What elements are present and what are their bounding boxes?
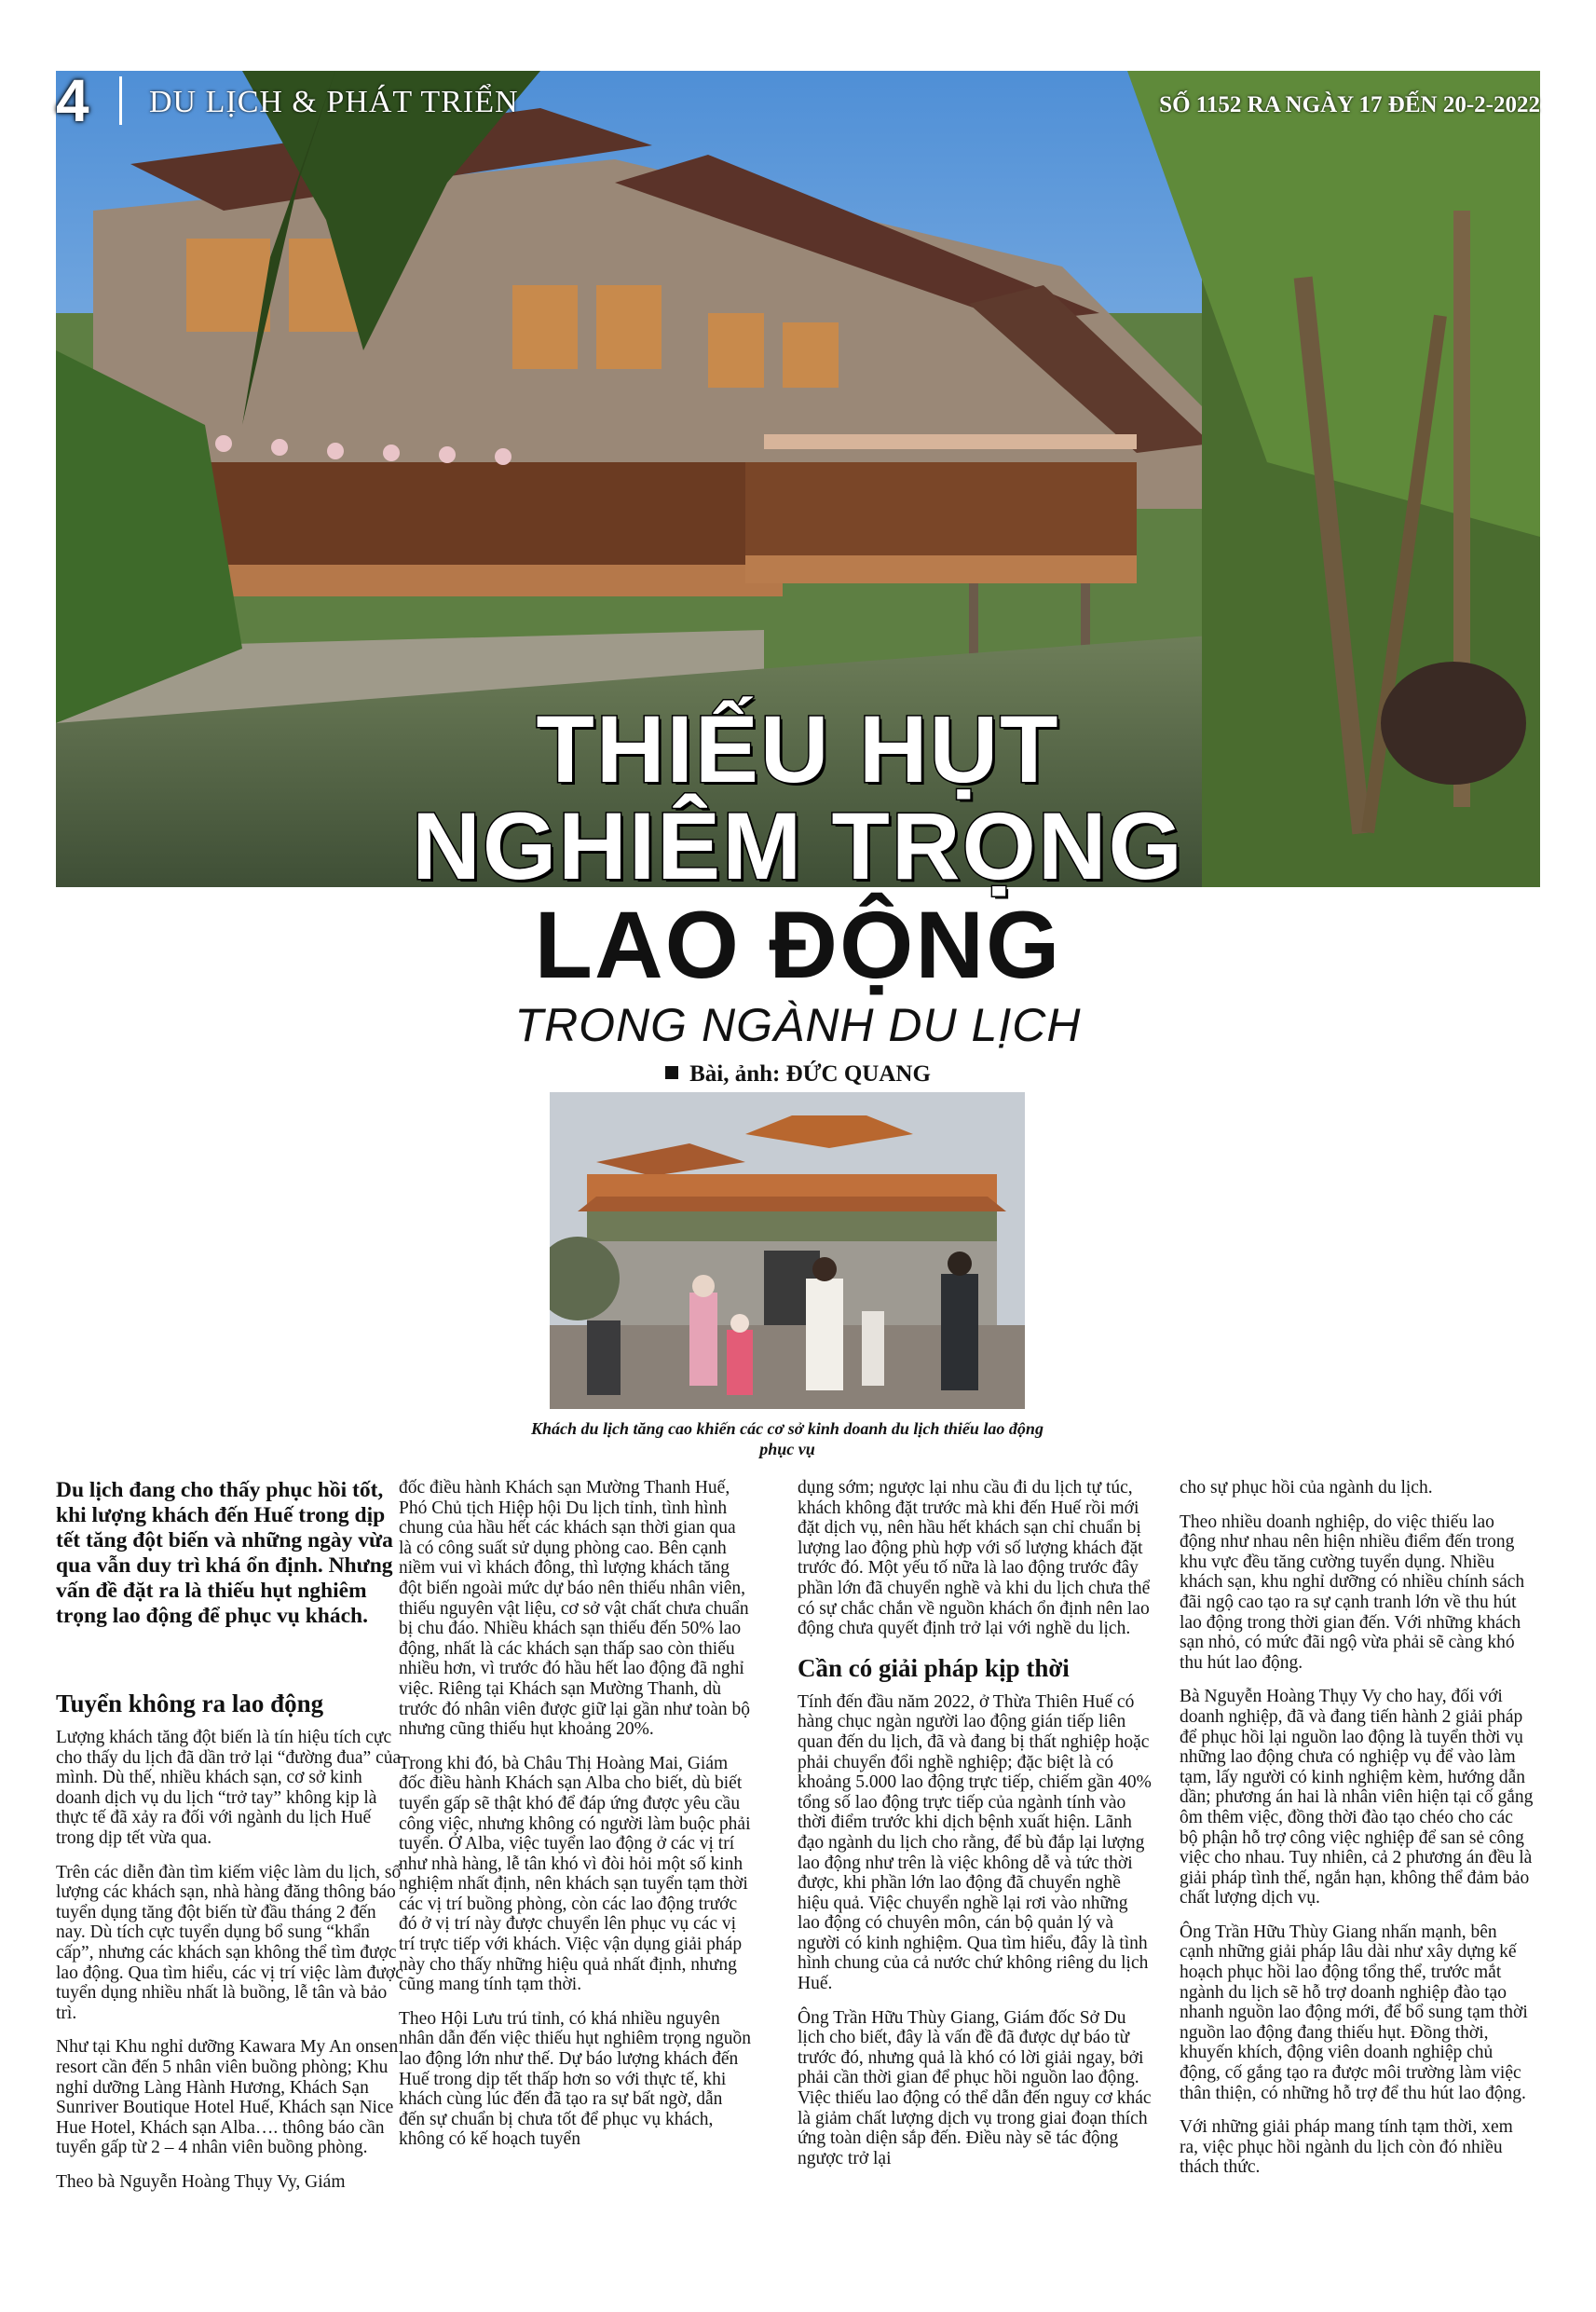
header-divider [119, 76, 122, 125]
article-column-4 [1180, 1478, 1534, 2279]
page-number: 4 [56, 67, 89, 134]
headline-line-3: LAO ĐỘNG [534, 892, 1062, 998]
paragraph: đốc điều hành Khách sạn Mường Thanh Huế, Phó Chủ tịch Hiệp hội Du lịch tỉnh, tình hình chung của hầu hết các khách sạn thời gian qua là có công suất sử dụng phòng cao. Bên cạnh niềm vui vì khách đông, thì lượng khách tăng đột biến ngoài mức dự báo nên thiếu nhân viên, thiếu nguyên vật liệu, cơ sở vật chất chưa chuẩn bị chu đáo. Nhiều khách sạn thiếu đến 50% lao động, nhất là các khách sạn thấp sao còn thiếu nhiều hơn, vì trước đó hầu hết lao động đã nghỉ việc. Riêng tại Khách sạn Mường Thanh, dù trước đó nhân viên được giữ lại gần như toàn bộ nhưng cũng thiếu hụt khoảng 20%. [399, 1478, 750, 1740]
headline-line-2: NGHIÊM TRỌNG [412, 793, 1184, 899]
paragraph: Theo Hội Lưu trú tỉnh, có khá nhiều nguyên nhân dẫn đến việc thiếu hụt nghiêm trọng nguồn lao động lớn như thế. Dự báo lượng khách đến Huế trong dịp tết thấp hơn so với thực tế, khi khách cùng lúc đến đã tạo ra sự bất ngờ, dẫn đến sự chuẩn bị chưa tốt để phục vụ khách, không có kế hoạch tuyển [399, 2008, 752, 2150]
paragraph: Trên các diễn đàn tìm kiếm việc làm du lịch, số lượng các khách sạn, nhà hàng đăng thông báo tuyển dụng tăng đột biến từ đầu tháng 2 đến nay. Dù tích cực tuyển dụng bổ sung “khẩn cấp”, nhưng các khách sạn không thể tìm được lao động. Qua tìm hiểu, các vị trí việc làm được tuyển dụng nhiều nhất là buồng, lễ tân và bảo trì. [56, 1862, 403, 2023]
paragraph: Như tại Khu nghỉ dưỡng Kawara My An onsen resort cần đến 5 nhân viên buồng phòng; Khu nghỉ dưỡng Làng Hành Hương, Khách Sạn Sunriver Boutique Hotel Huế, Khách sạn Nice Hue Hotel, Khách sạn Alba…. thông báo cần tuyển gấp từ 2 – 4 nhân viên buồng phòng. [56, 2037, 399, 2158]
inset-photo [550, 1092, 1025, 1409]
byline-text: Bài, ảnh: ĐỨC QUANG [689, 1061, 931, 1087]
paragraph: dụng sớm; ngược lại nhu cầu đi du lịch tự túc, khách không đặt trước mà khi đến Huế rồi mới đặt dịch vụ, nên hầu hết khách sạn chỉ chuẩn bị lượng lao động phù hợp với số lượng khách đặt trước đó. Một yếu tố nữa là lao động trước đây phần lớn đã chuyển nghề và khi du lịch chưa thể có sự chắc chắn về nguồn khách ổn định nên lao động chưa quyết định trở lại với nghề du lịch. [798, 1478, 1151, 1639]
paragraph: Theo bà Nguyễn Hoàng Thụy Vy, Giám [56, 2171, 346, 2192]
paragraph: Theo nhiều doanh nghiệp, do việc thiếu lao động như nhau nên hiện nhiều điểm đến trong khu vực đều tăng cường tuyển dụng. Nhiều khách sạn, khu nghỉ dưỡng có nhiều chính sách đãi ngộ cao tạo ra sự cạnh tranh lớn về thu hút lao động trong thời gian đến. Với những khách sạn nhỏ, có mức đãi ngộ vừa phải sẽ càng khó thu hút lao động. [1180, 1512, 1525, 1673]
paragraph: Tính đến đầu năm 2022, ở Thừa Thiên Huế có hàng chục ngàn người lao động gián tiếp liên quan đến du lịch, đã và đang bị thất nghiệp hoặc phải chuyển đổi nghề nghiệp; đặc biệt là có khoảng 5.000 lao động trực tiếp, chiếm gần 40% tổng số lao động trực tiếp của ngành tính vào thời điểm trước khi dịch bệnh xuất hiện. Lãnh đạo ngành du lịch cho rằng, để bù đắp lại lượng lao động như trên là việc không dễ và tức thời được, khi phần lớn lao động đã chuyển nghề hiệu quả. Việc chuyển nghề lại rơi vào những lao động có chuyên môn, cán bộ quản lý và người có kinh nghiệm. Qua tìm hiểu, đây là tình hình chung của cả nước chứ không riêng du lịch Huế. [798, 1691, 1152, 1994]
headline-line-1: THIẾU HỤT [536, 696, 1060, 802]
paragraph: Ông Trần Hữu Thùy Giang, Giám đốc Sở Du lịch cho biết, đây là vấn đề đã được dự báo từ trước đó, nhưng quả là khó có lời giải ngay, bởi phải cần thời gian để phục hồi nguồn lao động. Việc thiếu lao động có thể dẫn đến nguy cơ khác là giảm chất lượng dịch vụ trong giai đoạn thích ứng toàn diện sắp đến. Điều này sẽ tác động ngược trở lại [798, 2007, 1152, 2168]
article-column-2 [399, 1478, 753, 2279]
page-header [56, 67, 1540, 134]
paragraph: Với những giải pháp mang tính tạm thời, xem ra, việc phục hồi ngành du lịch còn đó nhiều thách thức. [1180, 2117, 1513, 2178]
photo-caption: Khách du lịch tăng cao khiến các cơ sở kinh doanh du lịch thiếu lao động phục vụ [531, 1419, 1044, 1458]
issue-info: SỐ 1152 RA NGÀY 17 ĐẾN 20-2-2022 [1159, 92, 1540, 117]
headline-block [0, 696, 1596, 1090]
article-column-3 [798, 1478, 1152, 2279]
byline [0, 1059, 1596, 1090]
citadel-tourists-photo [550, 1092, 1025, 1409]
bullet-square-icon [665, 1066, 678, 1079]
article-column-1 [56, 1478, 410, 2279]
lead-paragraph: Du lịch đang cho thấy phục hồi tốt, khi lượng khách đến Huế trong dịp tết tăng đột biến và những ngày vừa qua vẫn duy trì khá ổn định. Nhưng vấn đề đặt ra là thiếu hụt nghiêm trọng lao động để phục vụ khách. [56, 1478, 393, 1628]
subheading-recruitment: Tuyển không ra lao động [56, 1690, 324, 1717]
section-name: DU LỊCH & PHÁT TRIỂN [149, 85, 519, 119]
paragraph: cho sự phục hồi của ngành du lịch. [1180, 1478, 1433, 1498]
paragraph: Trong khi đó, bà Châu Thị Hoàng Mai, Giám đốc điều hành Khách sạn Alba cho biết, dù biết tuyển gấp sẽ thật khó để đáp ứng được yêu cầu công việc, nhưng không có người làm buộc phải tuyển. Ở Alba, việc tuyển lao động ở các vị trí như nhà hàng, lễ tân khó vì đòi hỏi một số kinh nghiệm nhất định, nên khách sạn tuyển tạm thời các vị trí buồng phòng, còn các lao động trước đó ở vị trí này được chuyển lên phục vụ các vị trí trực tiếp với khách. Việc vận dụng giải pháp này cho thấy những hiệu quả nhất định, nhưng cũng mang tính tạm thời. [399, 1753, 751, 1995]
paragraph: Lượng khách tăng đột biến là tín hiệu tích cực cho thấy du lịch đã dần trở lại “đường đua” của mình. Dù thế, nhiều khách sạn, cơ sở kinh doanh dịch vụ du lịch “trở tay” không kịp là thực tế đã xảy ra đối với ngành du lịch Huế trong dịp tết vừa qua. [56, 1728, 402, 1848]
paragraph: Bà Nguyễn Hoàng Thụy Vy cho hay, đối với doanh nghiệp, đã và đang tiến hành 2 giải pháp để phục hồi lại nguồn lao động là tuyển thời vụ những lao động chưa có nghiệp vụ để vào làm tạm, lấy người có kinh nghiệm kèm, hướng dẫn dần; phương án hai là nhân viên hiện tại cố gắng ôm thêm việc, đồng thời đào tạo chéo cho các bộ phận hỗ trợ công việc nghiệp để san sẻ công việc cho nhau. Tuy nhiên, cả 2 phương án đều là giải pháp tình thế, ngắn hạn, không thể đảm bảo chất lượng dịch vụ. [1180, 1687, 1534, 1908]
paragraph: Ông Trần Hữu Thùy Giang nhấn mạnh, bên cạnh những giải pháp lâu dài như xây dựng kế hoạch phục hồi lao động tổng thể, trước mắt ngành du lịch sẽ hỗ trợ doanh nghiệp đào tạo nhanh nguồn lao động mới, để bổ sung tạm thời nguồn lao động đang thiếu hụt. Đồng thời, khuyến khích, động viên doanh nghiệp chủ động, cố gắng tạo ra được môi trường làm việc thân thiện, có những hỗ trợ để thu hút lao động. [1180, 1922, 1528, 2103]
subheading-solutions: Cần có giải pháp kịp thời [798, 1653, 1070, 1682]
subheadline: TRONG NGÀNH DU LỊCH [514, 999, 1082, 1051]
